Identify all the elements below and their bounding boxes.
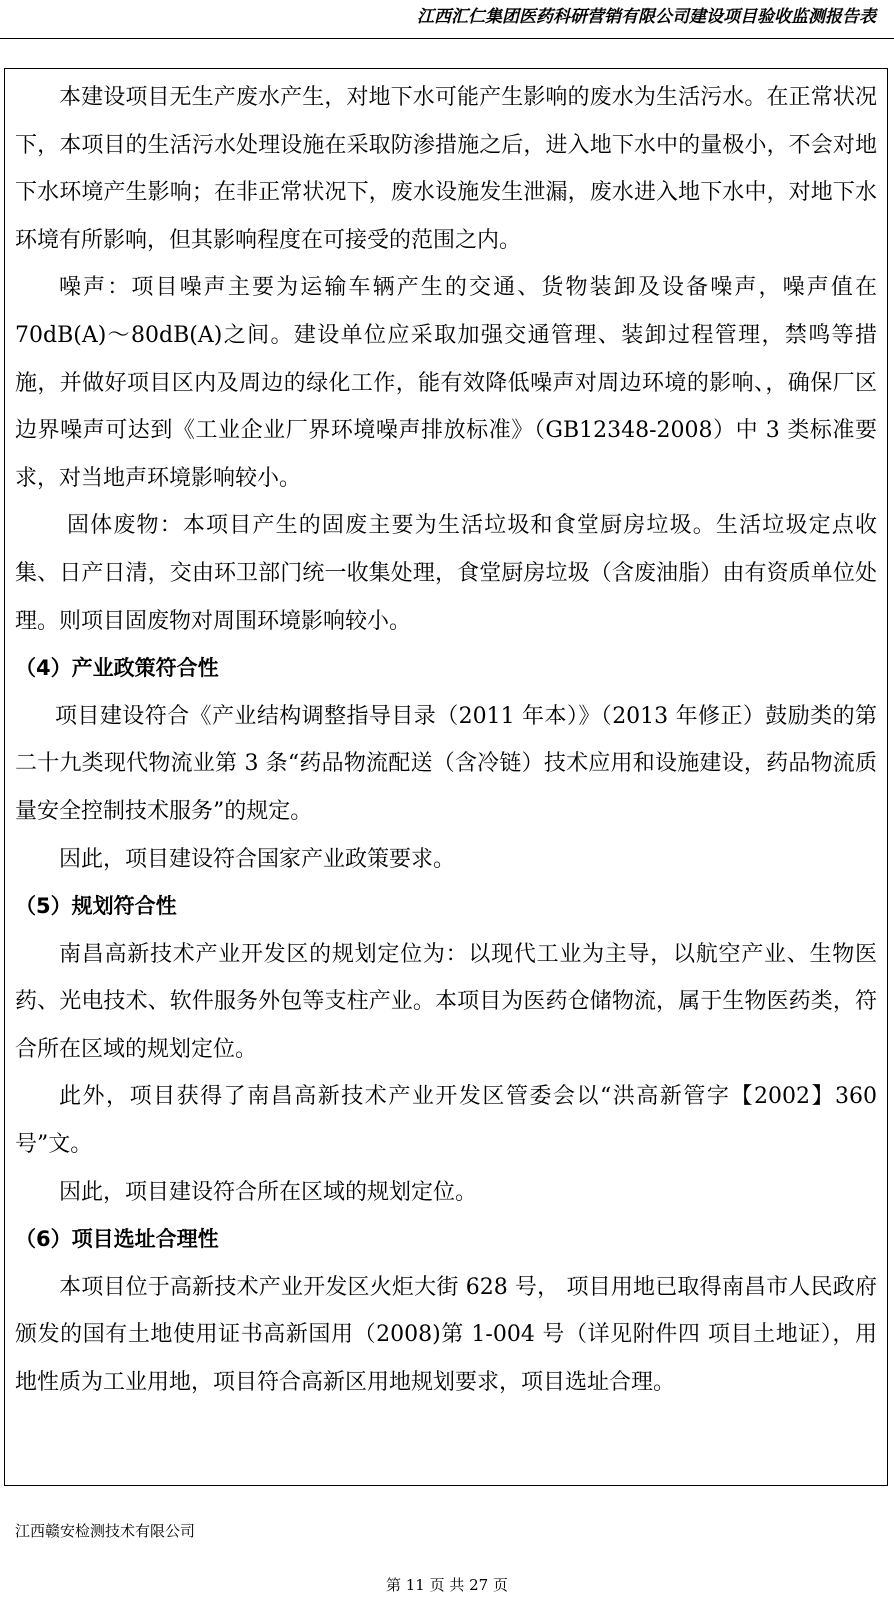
header-rule — [0, 38, 894, 39]
paragraph-noise: 噪声：项目噪声主要为运输车辆产生的交通、货物装卸及设备噪声，噪声值在 70dB(A)～80dB(A)之间。建设单位应采取加强交通管理、装卸过程管理，禁鸣等措施，并做好项目区内及周边的绿化工作，能有效降低噪声对周边环境的影响、，确保厂区边界噪声可达到《工业企业厂界环境噪声排放标准》（GB12348-2008）中 3 类标准要求，对当地声环境影响较小。 — [15, 275, 877, 491]
paragraph-groundwater: 本建设项目无生产废水产生，对地下水可能产生影响的废水为生活污水。在正常状况下，本项目的生活污水处理设施在采取防渗措施之后，进入地下水中的量极小，不会对地下水环境产生影响；在非正常状况下，废水设施发生泄漏，废水进入地下水中，对地下水环境有所影响，但其影响程度在可接受的范围之内。 — [15, 85, 877, 253]
heading-industrial-policy: （4）产业政策符合性 — [15, 656, 219, 681]
footer-company: 江西赣安检测技术有限公司 — [15, 1522, 196, 1540]
paragraph-site-selection: 本项目位于高新技术产业开发区火炬大街 628 号， 项目用地已取得南昌市人民政府颁发的国有土地使用证书高新国用（2008)第 1-004 号（详见附件四 项目土地证），用地性质为工业用地，项目符合高新区用地规划要求，项目选址合理。 — [15, 1274, 877, 1396]
paragraph-policy-conclusion: 因此，项目建设符合国家产业政策要求。 — [59, 846, 456, 872]
heading-planning: （5）规划符合性 — [15, 894, 177, 919]
paragraph-planning: 南昌高新技术产业开发区的规划定位为：以现代工业为主导，以航空产业、生物医药、光电技术、软件服务外包等支柱产业。本项目为医药仓储物流，属于生物医药类，符合所在区域的规划定位。 — [15, 941, 877, 1062]
paragraph-planning-conclusion: 因此，项目建设符合所在区域的规划定位。 — [59, 1179, 478, 1205]
paragraph-industrial-policy: 项目建设符合《产业结构调整指导目录（2011 年本）》（2013 年修正）鼓励类的第二十九类现代物流业第 3 条“药品物流配送（含冷链）技术应用和设施建设，药品物流质量安全控制技术服务”的规定。 — [15, 703, 877, 824]
paragraph-solid-waste: 固体废物：本项目产生的固废主要为生活垃圾和食堂厨房垃圾。生活垃圾定点收集、日产日清，交由环卫部门统一收集处理，食堂厨房垃圾（含废油脂）由有资质单位处理。则项目固废物对周围环境影响较小。 — [15, 513, 877, 634]
report-header-title: 江西汇仁集团医药科研营销有限公司建设项目验收监测报告表 — [417, 7, 876, 27]
footer-page-number: 第 11 页 共 27 页 — [385, 1576, 508, 1594]
paragraph-approval: 此外，项目获得了南昌高新技术产业开发区管委会以“洪高新管字【2002】360 号”文。 — [15, 1084, 877, 1158]
heading-site-selection: （6）项目选址合理性 — [15, 1227, 219, 1252]
report-content — [15, 74, 877, 1407]
